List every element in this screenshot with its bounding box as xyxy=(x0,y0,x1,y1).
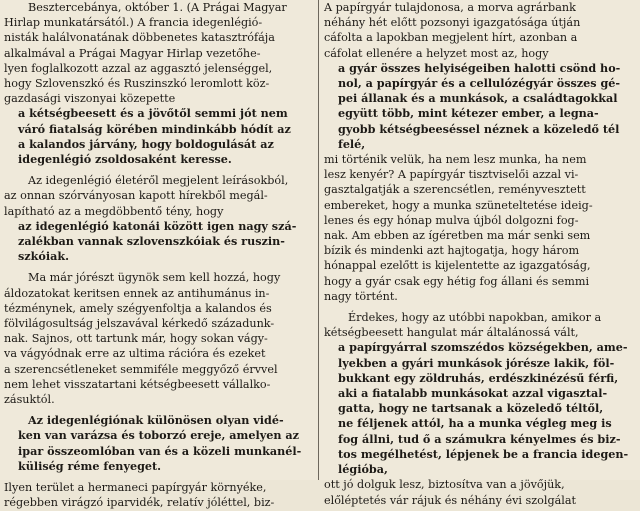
text-line: a papírgyárral szomszédos községekben, ame- xyxy=(338,340,628,355)
text-line: kétségbeesett hangulat már általánossá vált, xyxy=(324,326,579,340)
text-line: nagy történt. xyxy=(324,289,398,303)
text-line: lyen foglalkozott azzal az aggasztó jelenséggel, xyxy=(4,61,273,75)
text-line: a kétségbeesett és a jövőtől semmi jót nem xyxy=(18,106,288,121)
text-line: a gyár összes helyiségeiben halotti csönd ho- xyxy=(338,60,621,75)
text-line: Besztercebánya, október 1. (A Prágai Magyar xyxy=(28,1,287,14)
text-line: cáfolat ellenére a helyzet most az, hogy xyxy=(324,46,549,60)
text-line: cáfolta a lapokban megjelent hírt, azonban a xyxy=(324,31,578,45)
text-line: bukkant egy zöldruhás, erdészkinézésű férfi, xyxy=(338,370,619,385)
left-column xyxy=(4,0,316,511)
column-divider xyxy=(318,0,319,480)
text-line: a kalandos járvány, hogy boldogulását az xyxy=(18,136,274,151)
text-line: idegenlégió zsoldosaként keresse. xyxy=(18,152,232,167)
text-line: nol, a papírgyár és a cellulózégyár összes gé- xyxy=(338,76,621,91)
text-line: küliség réme fenyeget. xyxy=(18,458,162,473)
text-line: fog állni, tud ő a számukra kényelmes és biz- xyxy=(338,431,621,446)
text-line: A papírgyár tulajdonosa, a morva agrárbank xyxy=(324,1,576,14)
text-line: aki a fiatalabb munkásokat azzal vigasztal- xyxy=(338,386,608,401)
text-line: áldozatokat keritsen ennek az antihumánus in- xyxy=(4,286,270,300)
text-line: szkóiak. xyxy=(18,249,70,264)
text-line: nem lehet visszatartani kétségbeesett vállalko- xyxy=(4,377,271,391)
text-line: gatta, hogy ne tartsanak a közeledő téltől, xyxy=(338,401,604,416)
text-line: mi történik velük, ha nem lesz munka, ha nem xyxy=(324,153,587,167)
text-line: alkalmával a Prágai Magyar Hirlap vezetőhe- xyxy=(4,46,261,60)
text-line: a szerencsétleneket semmiféle meggyőző érvvel xyxy=(4,362,278,376)
text-line: hogy a gyár csak egy hétig fog állani és semmi xyxy=(324,274,590,288)
text-line: az onnan szórványosan kapott hírekből megál- xyxy=(4,189,268,203)
text-line: Érdekes, hogy az utóbbi napokban, amikor a xyxy=(348,311,602,325)
text-line: pei állanak és a munkások, a családtagokkal xyxy=(338,91,618,106)
text-line: nak. Sajnos, ott tartunk már, hogy sokan vágy- xyxy=(4,332,268,346)
text-line: Ma már jórészt ügynök sem kell hozzá, hogy xyxy=(28,271,281,285)
text-line: régebben virágzó iparvidék, relatív jóléttel, biz- xyxy=(4,496,275,510)
text-line: ipar összeomlóban van és a közeli munkanél- xyxy=(18,443,302,458)
right-column xyxy=(324,0,636,508)
text-line: gazdasági viszonyai közepette xyxy=(4,92,176,106)
text-line: gasztalgatják a szerencsétlen, reményvesztett xyxy=(324,183,586,197)
text-line: légióba, xyxy=(338,462,388,477)
text-line: az idegenlégió katonái között igen nagy szá- xyxy=(18,218,297,233)
text-line: bízik és mindenki azt hajtogatja, hogy három xyxy=(324,244,580,258)
text-line: embereket, hogy a munka szüneteltetése ideig- xyxy=(324,198,593,212)
text-line: lapítható az a megdöbbentő tény, hogy xyxy=(4,204,224,218)
text-line: előléptetés vár rájuk és néhány évi szolgálat xyxy=(324,493,577,507)
text-line: nak. Am ebben az ígéretben ma már senki sem xyxy=(324,229,591,243)
text-line: hogy Szlovenszkó és Ruszinszkó leromlott köz- xyxy=(4,77,270,91)
text-line: Hirlap munkatársától.) A francia idegenlégió- xyxy=(4,16,263,30)
text-line: tos megélhetést, lépjenek be a francia idegen- xyxy=(338,446,629,461)
text-line: ne féljenek attól, ha a munka végleg meg is xyxy=(338,416,612,431)
text-line: zalékban vannak szlovenszkóiak és ruszin- xyxy=(18,234,285,249)
text-line: ott jó dolguk lesz, biztosítva van a jövőjük, xyxy=(324,478,565,492)
text-line: gyobb kétségbeeséssel néznek a közeledő tél xyxy=(338,121,620,136)
text-line: együtt több, mint kétezer ember, a legna- xyxy=(338,106,599,121)
text-line: zásuktól. xyxy=(4,393,55,407)
text-line: Az idegenlégió életéről megjelent leírásokból, xyxy=(28,174,289,188)
text-line: tézménynek, amely szégyenfoltja a kalandos és xyxy=(4,301,272,315)
text-line: fölvilágosultság jelszavával kérkedő századunk- xyxy=(4,317,275,331)
text-line: ken van varázsa és toborzó ereje, amelyen az xyxy=(18,428,299,443)
text-line: lenes és egy hónap mulva újból dolgozni fog- xyxy=(324,213,579,227)
text-line: felé, xyxy=(338,136,366,151)
text-line: Ilyen terület a hermaneci papírgyár környéke, xyxy=(4,481,267,495)
text-line: va vágyódnak erre az ultima rációra és ezeket xyxy=(4,347,266,361)
text-line: lesz kenyér? A papírgyár tisztviselői azzal vi- xyxy=(324,168,579,182)
text-line: váró fiatalság körében mindinkább hódít az xyxy=(18,121,291,136)
text-line: nisták halálvonatának döbbenetes katasztrófája xyxy=(4,31,275,45)
text-line: lyekben a gyári munkások jórésze lakik, föl- xyxy=(338,355,615,370)
text-line: Az idegenlégiónak különösen olyan vidé- xyxy=(28,413,284,428)
text-line: hónappal ezelőtt is kijelentette az igazgatóság, xyxy=(324,259,591,273)
text-line: néhány hét előtt pozsonyi igazgatósága útján xyxy=(324,16,581,30)
